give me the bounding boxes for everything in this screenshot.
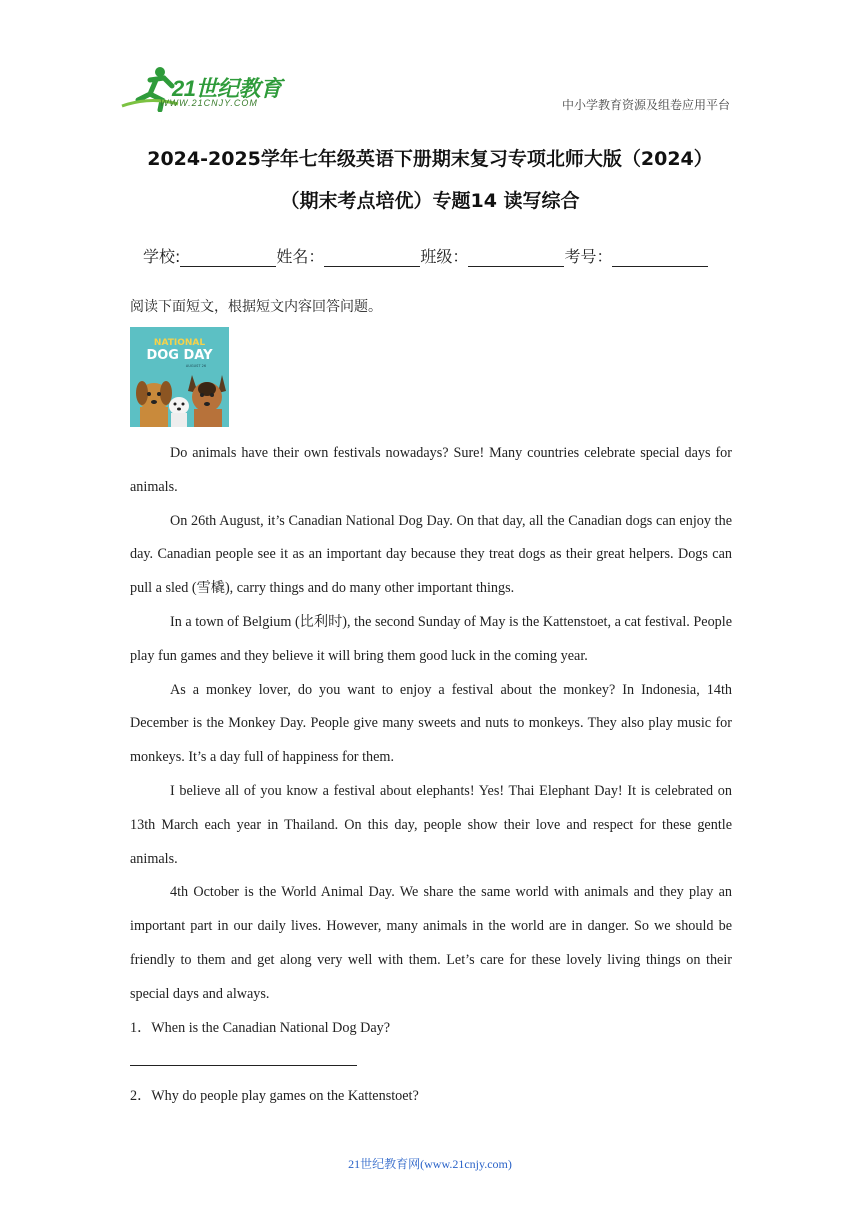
- number-label: 考号：: [564, 247, 613, 266]
- instruction: 阅读下面短文，根据短文内容回答问题。: [130, 300, 382, 315]
- class-field[interactable]: [468, 248, 564, 267]
- logo-url: WWW.21CNJY.COM: [160, 98, 258, 108]
- name-field[interactable]: [324, 248, 420, 267]
- passage-paragraph: 4th October is the World Animal Day. We share the same world with animals and they play an important part in our daily lives. However, many animals in the world are in danger. So we should be friendly to them and get along very well with them. Let’s care for these lovely living things on their special days and always.: [130, 884, 732, 1002]
- passage-paragraph: Do animals have their own festivals nowadays? Sure! Many countries celebrate special days for animals.: [130, 445, 732, 495]
- student-info-row: [143, 244, 708, 267]
- school-field[interactable]: [180, 248, 276, 267]
- passage-paragraph: As a monkey lover, do you want to enjoy a festival about the monkey? In Indonesia, 14th December is the Monkey Day. People give many sweets and nuts to monkeys. They also play music for monkeys. It’s a day full of happiness for them.: [130, 681, 732, 766]
- page-header: [120, 66, 730, 116]
- dog-day-illustration: [130, 327, 229, 427]
- document-title-line2: （期末考点培优）专题14 读写综合: [280, 190, 580, 212]
- golden-dog-icon: [136, 381, 172, 427]
- image-text-national: NATIONAL: [153, 338, 206, 348]
- answer-line-1[interactable]: [130, 1065, 357, 1066]
- class-label: 班级：: [420, 247, 469, 266]
- image-text-date: AUGUST 26: [185, 364, 207, 368]
- document-title-line1: 2024-2025学年七年级英语下册期末复习专项北师大版（2024）: [147, 148, 713, 170]
- question-1: 1．When is the Canadian National Dog Day?: [130, 1020, 391, 1036]
- logo: [120, 66, 295, 112]
- image-text-dog-day: DOG DAY: [146, 348, 213, 363]
- number-field[interactable]: [612, 248, 708, 267]
- logo-text: 21世纪教育: [172, 76, 282, 101]
- white-dog-icon: [169, 397, 189, 427]
- question-2: 2．Why do people play games on the Kattenstoet?: [130, 1088, 419, 1104]
- platform-label: 中小学教育资源及组卷应用平台: [561, 98, 730, 112]
- reading-passage: [130, 437, 732, 1012]
- school-label: 学校:: [143, 247, 181, 266]
- passage-paragraph: On 26th August, it’s Canadian National Dog Day. On that day, all the Canadian dogs can enjoy the day. Canadian people see it as an important day because they treat dogs as their great helpers. Dogs can pull a sled (雪橇), carry things and do many other important things.: [130, 512, 732, 597]
- name-label: 姓名：: [276, 247, 325, 266]
- footer-link[interactable]: 21世纪教育网(www.21cnjy.com): [348, 1157, 512, 1171]
- passage-paragraph: I believe all of you know a festival about elephants! Yes! Thai Elephant Day! It is celebrated on 13th March each year in Thailand. On this day, people show their love and respect for these gentle animals.: [130, 782, 732, 867]
- passage-paragraph: In a town of Belgium (比利时), the second Sunday of May is the Kattenstoet, a cat festival. People play fun games and they believe it will bring them good luck in the coming year.: [130, 613, 732, 664]
